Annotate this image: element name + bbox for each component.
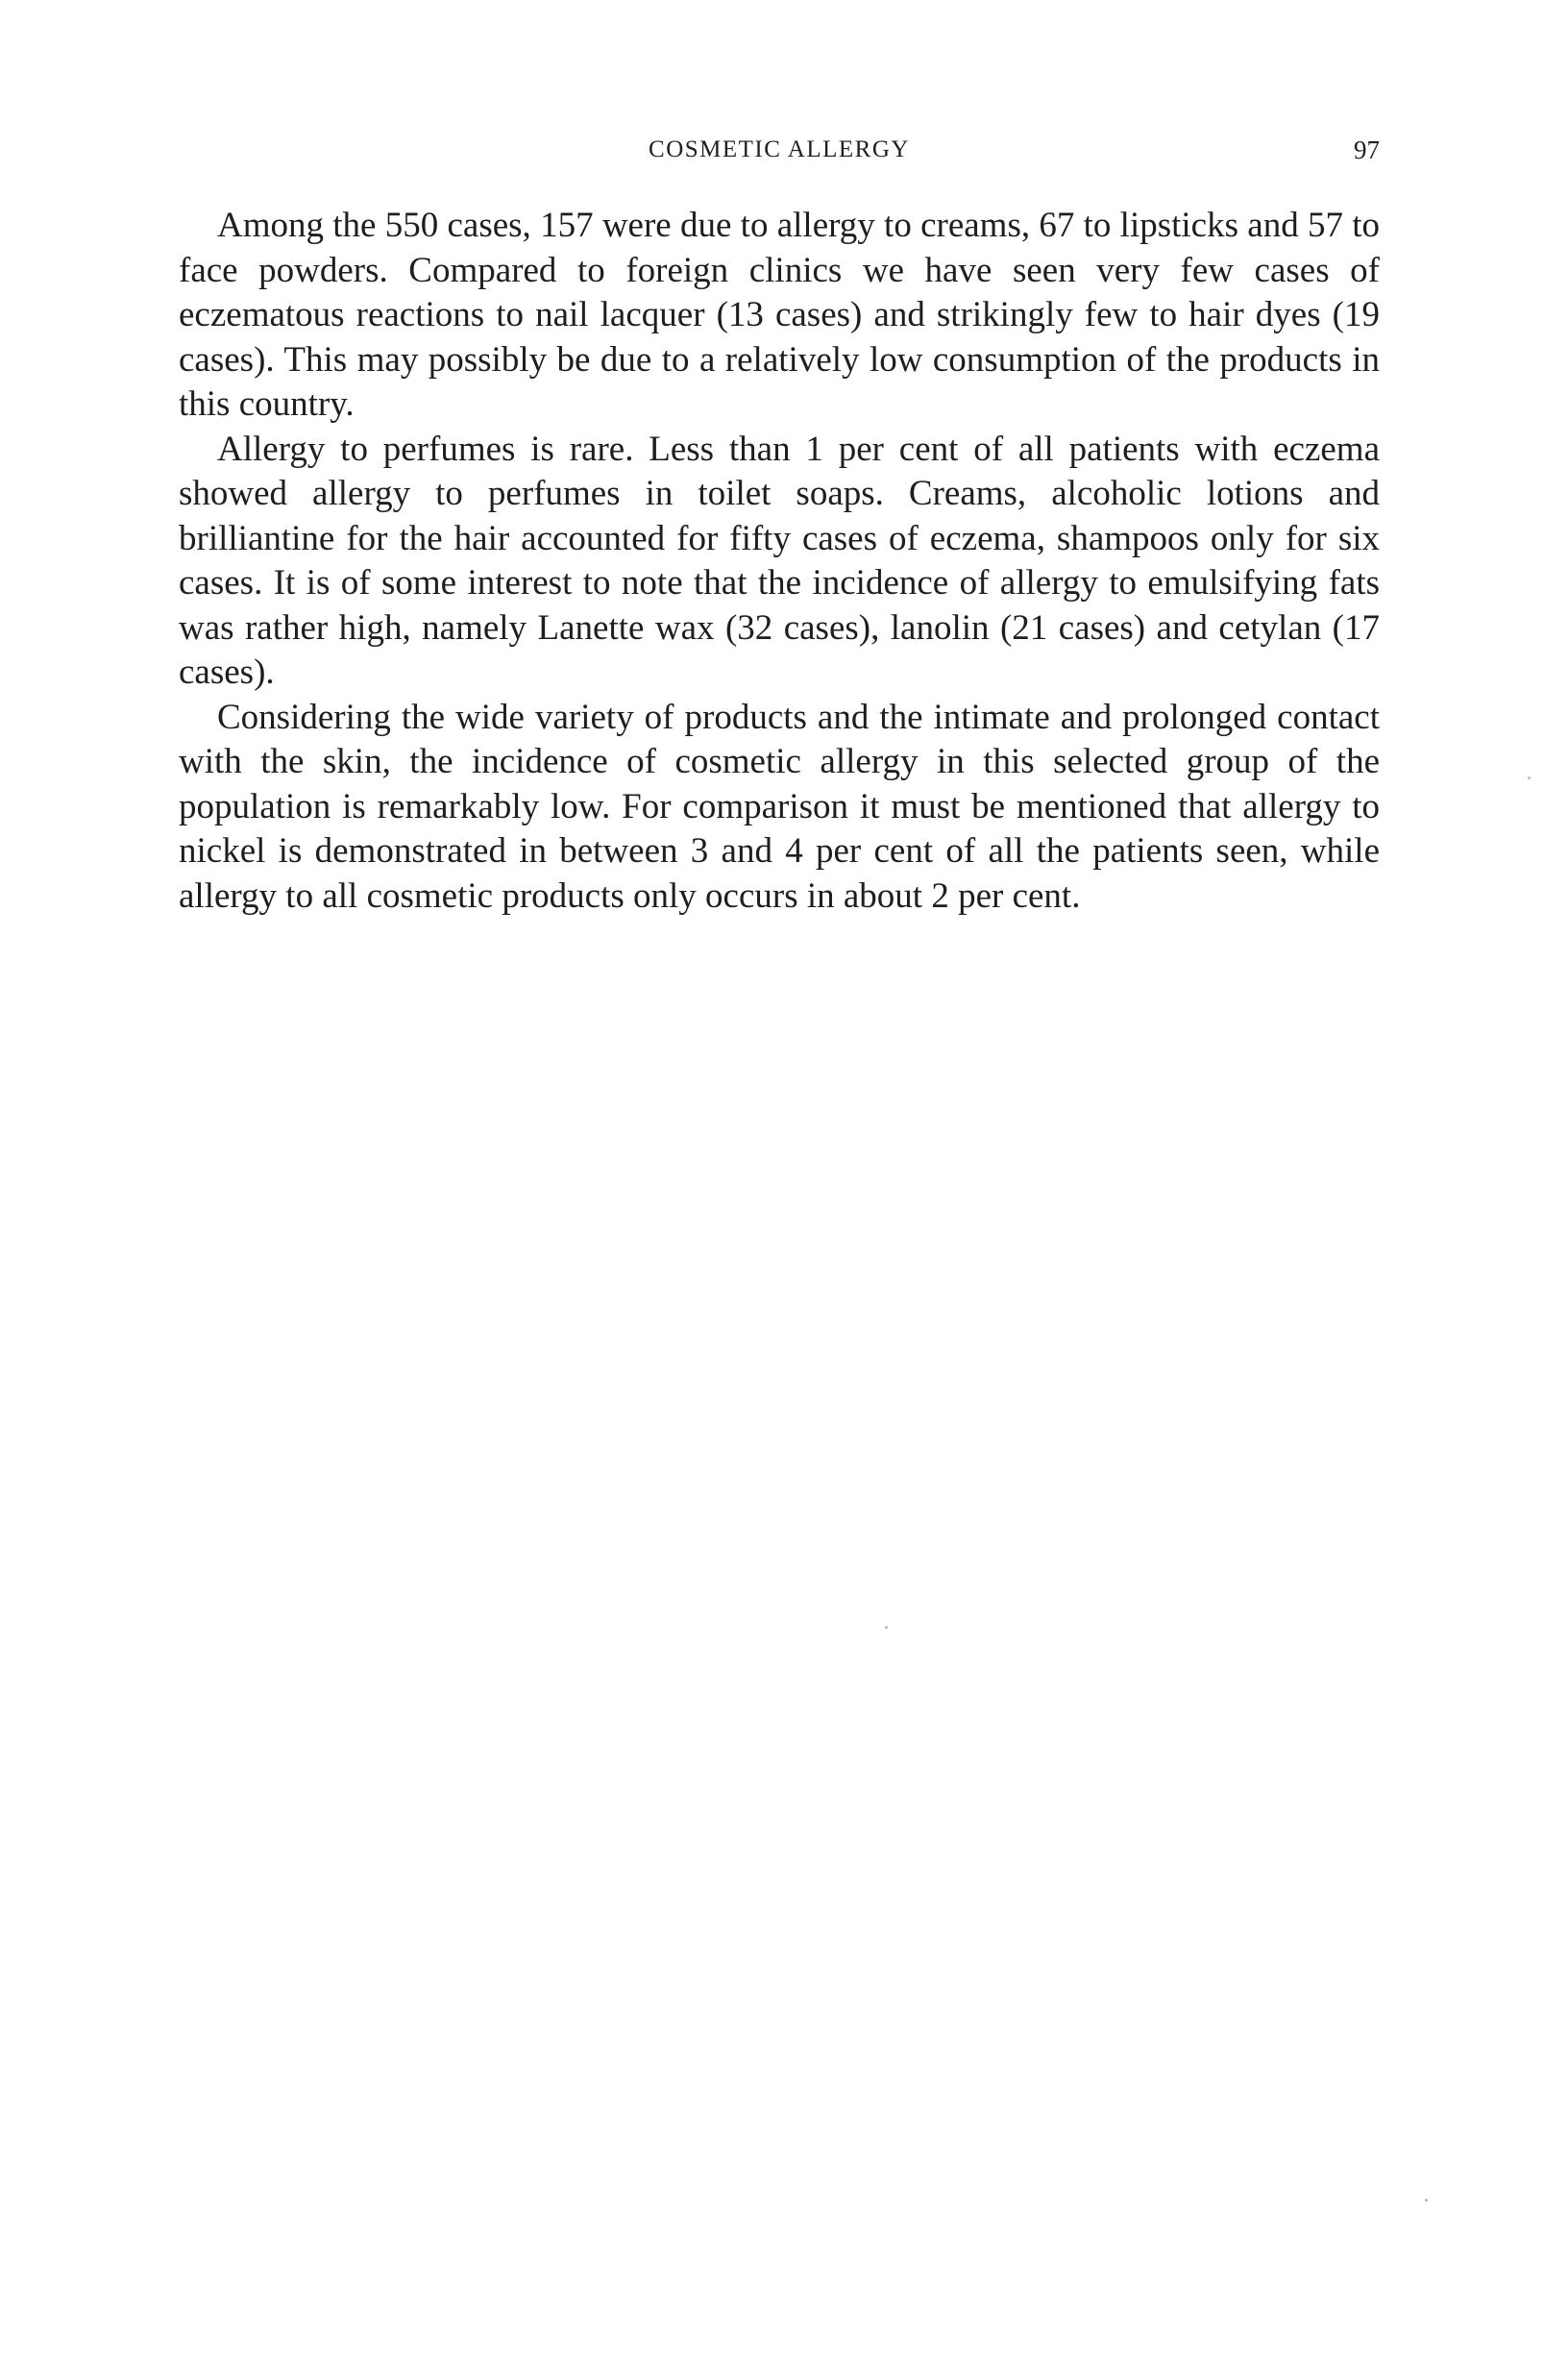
paragraph-3: Considering the wide variety of products and the intimate and prolonged contact with the skin, the incidence of cosmetic allergy in this selected group of the population is remarkably low. For comparison it must be mentioned that allergy to nickel is demonstrated in between 3 and 4 per cent of all the patients seen, while allergy to all cosmetic products only occurs in about 2 per cent. — [179, 697, 1380, 916]
scan-speck — [1425, 2199, 1428, 2202]
body-text — [179, 204, 1380, 919]
page-number: 97 — [1354, 135, 1380, 164]
paragraph-2: Allergy to perfumes is rare. Less than 1 per cent of all patients with eczema showed allergy to perfumes in toilet soaps. Creams, alcoholic lotions and brilliantine for the hair accounted for fifty cases of eczema, shampoos only for six cases. It is of some interest to note that the incidence of allergy to emulsifying fats was rather high, namely Lanette wax (32 cases), lanolin (21 cases) and cetylan (17 cases). — [179, 429, 1380, 692]
running-head — [179, 131, 1380, 169]
scan-speck — [885, 1626, 888, 1629]
scan-speck — [1528, 776, 1531, 779]
paragraph-1: Among the 550 cases, 157 were due to allergy to creams, 67 to lipsticks and 57 to face powders. Compared to foreign clinics we have seen very few cases of eczematous reactions to nail lacquer (13 cases) and strikingly few to hair dyes (19 cases). This may possibly be due to a relatively low consumption of the products in this country. — [179, 206, 1380, 424]
running-title: COSMETIC ALLERGY — [649, 136, 910, 162]
